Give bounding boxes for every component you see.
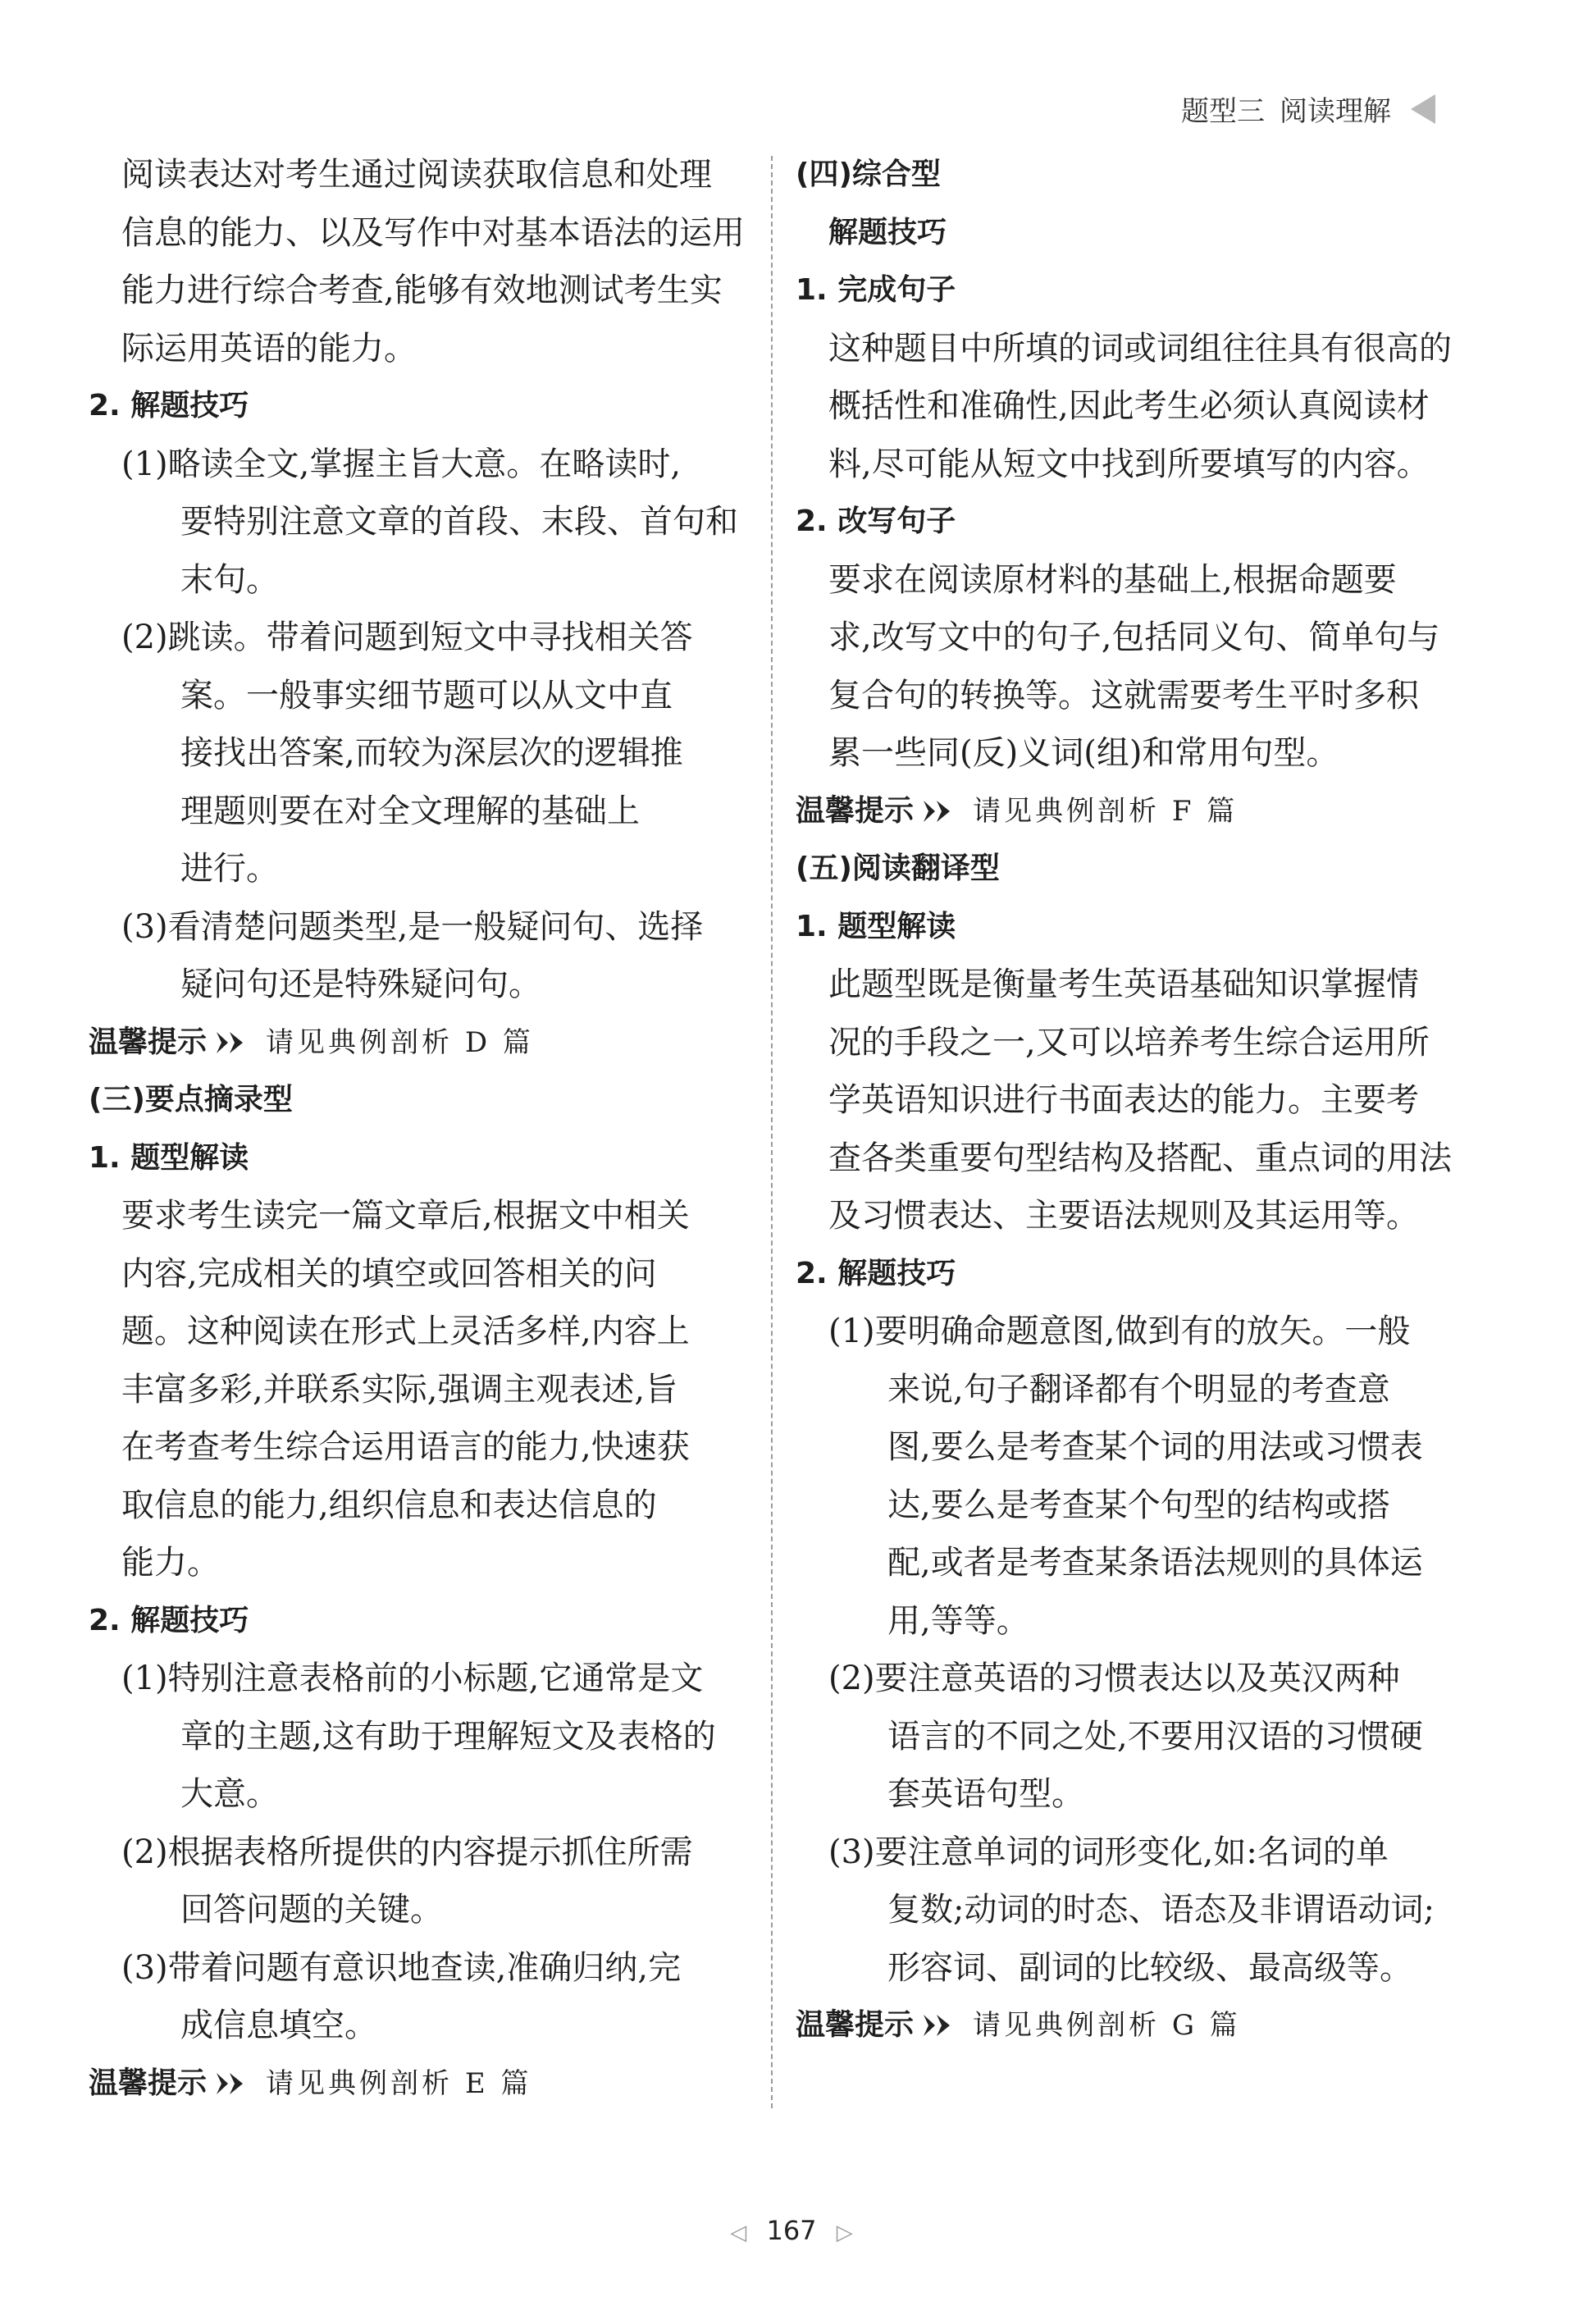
double-arrow-icon	[215, 1030, 248, 1055]
triangle-marker-icon	[1411, 94, 1435, 124]
tip-line	[89, 1014, 745, 1072]
text-line: 这种题目中所填的词或词组往往具有很高的	[828, 329, 1452, 368]
section-heading: 2. 解题技巧	[796, 1256, 956, 1290]
text-line: 查各类重要句型结构及搭配、重点词的用法	[828, 1139, 1452, 1177]
text-line: 取信息的能力,组织信息和表达信息的	[121, 1486, 657, 1524]
text-line: 末句。	[180, 560, 279, 599]
text-line: 复合句的转换等。这就需要考生平时多积	[828, 676, 1419, 715]
text-line: 此题型既是衡量考生英语基础知识掌握情	[828, 966, 1419, 1003]
tip-text: 请见典例剖析 E 篇	[266, 2066, 532, 2100]
right-triangle-icon: ▷	[836, 2221, 853, 2245]
text-line: 疑问句还是特殊疑问句。	[180, 966, 541, 1003]
text-line: 达,要么是考查某个句型的结构或搭	[887, 1486, 1390, 1524]
double-arrow-icon	[922, 799, 955, 824]
tip-line	[796, 783, 1452, 841]
text-line: (1)要明确命题意图,做到有的放矢。一般	[828, 1313, 1411, 1350]
text-line: (2)跳读。带着问题到短文中寻找相关答	[121, 619, 693, 656]
text-line: 用,等等。	[887, 1601, 1029, 1640]
text-line: (3)看清楚问题类型,是一般疑问句、选择	[121, 907, 704, 946]
text-line: 丰富多彩,并联系实际,强调主观表述,旨	[121, 1370, 678, 1409]
text-line: 图,要么是考查某个词的用法或习惯表	[887, 1428, 1423, 1466]
tip-label: 温馨提示	[796, 2008, 915, 2042]
text-line: 及习惯表达、主要语法规则及其运用等。	[828, 1197, 1419, 1235]
header-section: 题型三	[1181, 95, 1265, 128]
text-line: 要求考生读完一篇文章后,根据文中相关	[121, 1197, 690, 1235]
text-line: 复数;动词的时态、语态及非谓语动词;	[887, 1891, 1435, 1929]
header-title: 阅读理解	[1280, 95, 1391, 128]
tip-line	[89, 2055, 745, 2113]
text-line: 语言的不同之处,不要用汉语的习惯硬	[887, 1717, 1423, 1756]
section-heading: 2. 改写句子	[796, 505, 956, 538]
text-line: 形容词、副词的比较级、最高级等。	[887, 1948, 1412, 1987]
right-column	[796, 146, 1452, 2055]
section-heading: 2. 解题技巧	[89, 1603, 249, 1637]
left-column	[89, 146, 745, 2112]
text-line: 理题则要在对全文理解的基础上	[180, 792, 640, 830]
text-line: 题。这种阅读在形式上灵活多样,内容上	[121, 1313, 690, 1350]
tip-label: 温馨提示	[796, 793, 915, 828]
tip-label: 温馨提示	[89, 1025, 208, 1059]
text-line: 回答问题的关键。	[180, 1891, 443, 1929]
text-line: 信息的能力、以及写作中对基本语法的运用	[121, 213, 745, 252]
text-line: (1)特别注意表格前的小标题,它通常是文	[121, 1660, 704, 1697]
section-heading: 1. 题型解读	[89, 1140, 249, 1175]
text-line: 章的主题,这有助于理解短文及表格的	[180, 1717, 716, 1756]
text-line: 内容,完成相关的填空或回答相关的问	[121, 1254, 657, 1293]
text-line: 概括性和准确性,因此考生必须认真阅读材	[828, 387, 1430, 425]
text-line: 进行。	[180, 850, 279, 888]
text-line: 况的手段之一,又可以培养考生综合运用所	[828, 1023, 1430, 1062]
text-line: 在考查考生综合运用语言的能力,快速获	[121, 1428, 690, 1466]
left-triangle-icon: ◁	[730, 2221, 747, 2245]
tip-text: 请见典例剖析 D 篇	[266, 1025, 534, 1059]
text-line: (1)略读全文,掌握主旨大意。在略读时,	[121, 445, 682, 483]
text-line: 案。一般事实细节题可以从文中直	[180, 676, 673, 715]
text-line: 成信息填空。	[180, 2007, 377, 2044]
page-number: 167	[766, 2215, 817, 2246]
section-heading: 2. 解题技巧	[89, 389, 249, 422]
section-heading: 1. 题型解读	[796, 909, 956, 943]
section-heading: (三)要点摘录型	[89, 1083, 293, 1116]
column-divider	[771, 156, 773, 2108]
page-footer	[0, 2215, 1583, 2246]
text-line: 累一些同(反)义词(组)和常用句型。	[828, 734, 1339, 772]
text-line: 套英语句型。	[887, 1775, 1084, 1813]
tip-line	[796, 1997, 1452, 2055]
text-line: 来说,句子翻译都有个明显的考查意	[887, 1370, 1390, 1409]
section-heading: 1. 完成句子	[796, 273, 956, 307]
text-line: 大意。	[180, 1775, 279, 1813]
text-line: 接找出答案,而较为深层次的逻辑推	[180, 734, 683, 772]
text-line: (2)要注意英语的习惯表达以及英汉两种	[828, 1660, 1400, 1697]
text-line: 能力进行综合考查,能够有效地测试考生实	[121, 272, 723, 309]
text-line: (3)带着问题有意识地查读,准确归纳,完	[121, 1948, 682, 1987]
text-line: (2)根据表格所提供的内容提示抓住所需	[121, 1833, 693, 1871]
double-arrow-icon	[215, 2071, 248, 2096]
text-line: 要特别注意文章的首段、末段、首句和	[180, 503, 738, 541]
double-arrow-icon	[922, 2013, 955, 2038]
section-heading: (四)综合型	[796, 158, 941, 191]
section-heading: 解题技巧	[828, 215, 947, 249]
text-line: 际运用英语的能力。	[121, 329, 417, 368]
tip-label: 温馨提示	[89, 2066, 208, 2100]
tip-text: 请见典例剖析 G 篇	[973, 2009, 1241, 2042]
text-line: 要求在阅读原材料的基础上,根据命题要	[828, 560, 1397, 599]
text-line: 配,或者是考查某条语法规则的具体运	[887, 1544, 1423, 1582]
section-heading: (五)阅读翻译型	[796, 852, 1000, 885]
text-line: 能力。	[121, 1544, 220, 1582]
running-header	[1181, 89, 1435, 129]
text-line: (3)要注意单词的词形变化,如:名词的单	[828, 1833, 1389, 1871]
text-line: 阅读表达对考生通过阅读获取信息和处理	[121, 156, 712, 194]
text-line: 求,改写文中的句子,包括同义句、简单句与	[828, 619, 1440, 656]
text-line: 料,尽可能从短文中找到所要填写的内容。	[828, 445, 1430, 483]
tip-text: 请见典例剖析 F 篇	[973, 794, 1239, 828]
text-line: 学英语知识进行书面表达的能力。主要考	[828, 1081, 1419, 1119]
